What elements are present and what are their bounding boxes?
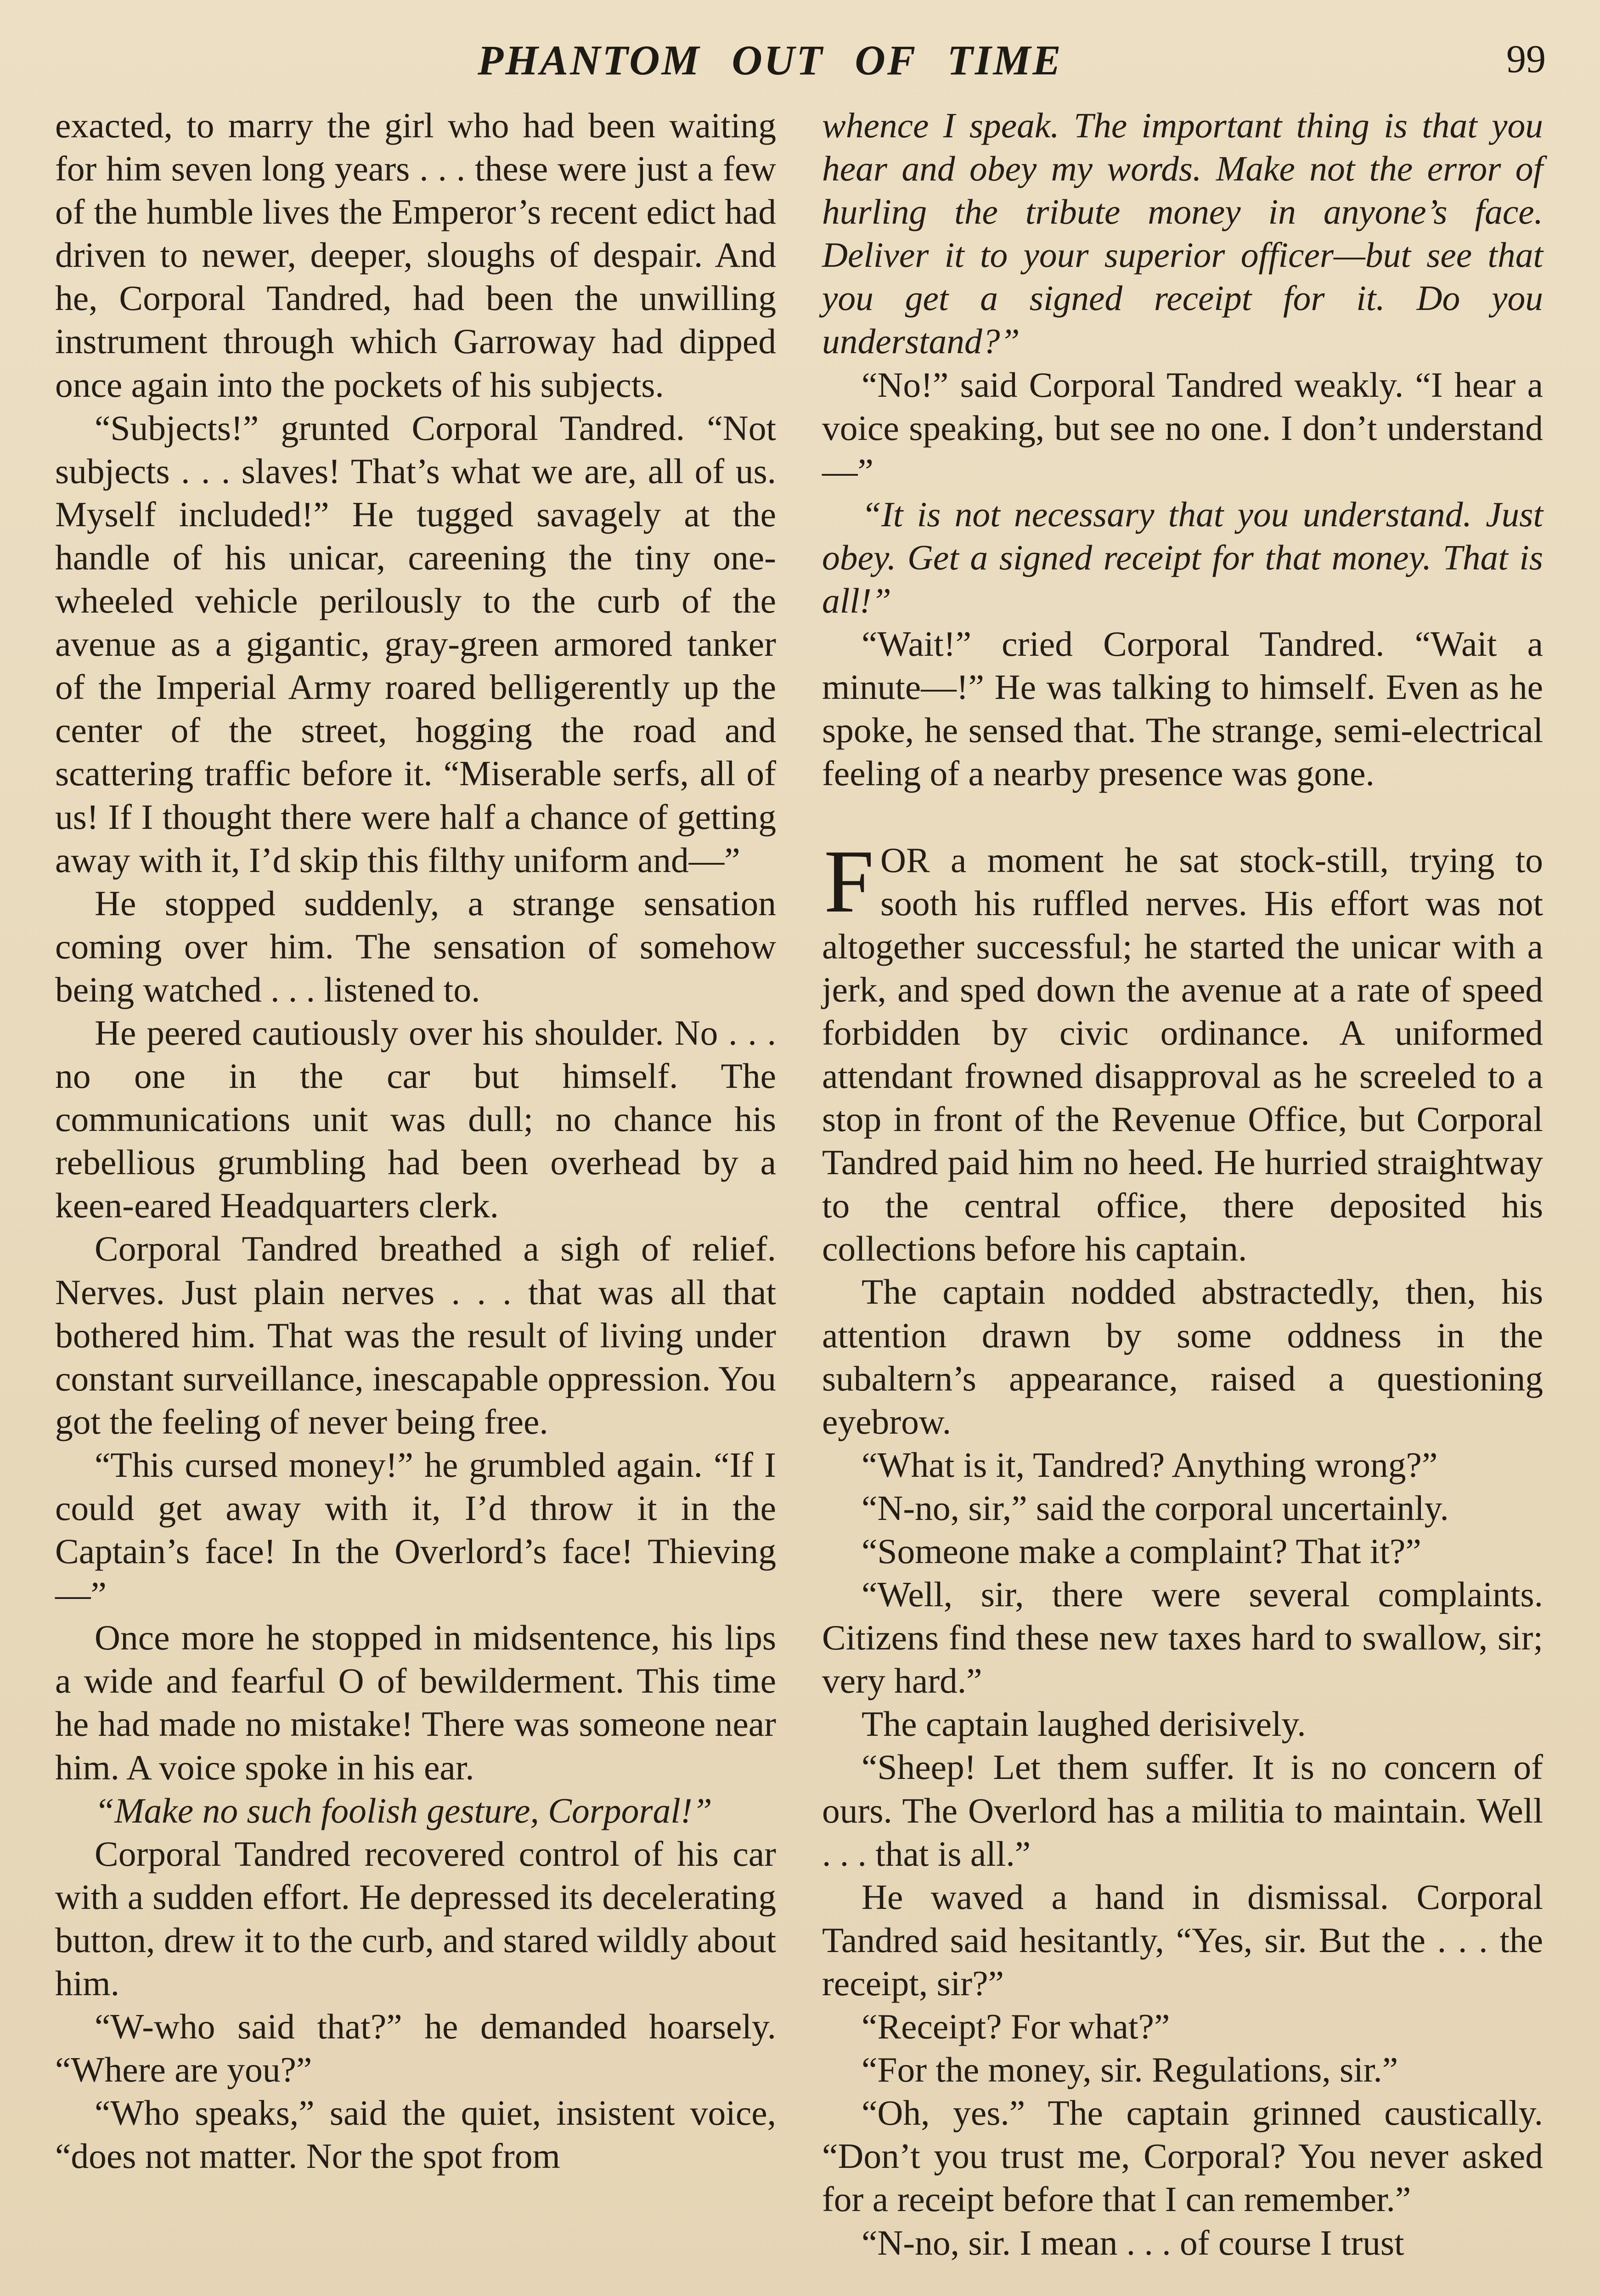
paragraph: “It is not necessary that you understand. Just obey. Get a signed receipt for that money. That is all!”	[822, 494, 1543, 621]
running-title: PHANTOM OUT OF TIME	[478, 37, 1063, 84]
page-header	[0, 36, 1600, 91]
paragraph: “Sheep! Let them suffer. It is no concern of ours. The Overlord has a militia to maintain. Well . . . that is all.”	[822, 1747, 1543, 1874]
paragraph: “W-who said that?” he demanded hoarsely. “Where are you?”	[55, 2007, 776, 2090]
paragraph: He waved a hand in dismissal. Corporal Tandred said hesitantly, “Yes, sir. But the . . . the receipt, sir?”	[822, 1877, 1543, 2003]
section-opening-text: OR a moment he sat stock-still, trying to sooth his ruffled nerves. His effort was not altogether successful; he started the unicar with a jerk, and sped down the avenue at a rate of speed forbidden by civic ordinance. A uniformed attendant frowned disapproval as he screeled to a stop in front of the Revenue Office, but Corporal Tandred paid him no heed. He hurried straightway to the central office, there deposited his collections before his captain.	[822, 840, 1543, 1269]
paragraph: “N-no, sir. I mean . . . of course I trust	[862, 2223, 1404, 2262]
left-column	[55, 104, 776, 2178]
paragraph: “Make no such foolish gesture, Corporal!”	[95, 1790, 712, 1830]
paragraph: “This cursed money!” he grumbled again. “If I could get away with it, I’d throw it in the Captain’s face! In the Overlord’s face! Thieving—”	[55, 1445, 776, 1615]
paragraph: whence I speak. The important thing is that you hear and obey my words. Make not the error of hurling the tribute money in anyone’s face. Deliver it to your superior officer—but see that you get a signed receipt for it. Do you understand?”	[822, 106, 1543, 361]
paragraph: The captain nodded abstractedly, then, his attention drawn by some oddness in the subaltern’s appearance, raised a questioning eyebrow.	[822, 1272, 1543, 1441]
paragraph: Once more he stopped in midsentence, his lips a wide and fearful O of bewilderment. This time he had made no mistake! There was someone near him. A voice spoke in his ear.	[55, 1618, 776, 1787]
section-opening-paragraph	[822, 831, 1543, 1271]
paragraph: “Subjects!” grunted Corporal Tandred. “Not subjects . . . slaves! That’s what we are, all of us. Myself included!” He tugged savagely at the handle of his unicar, careening the tiny one-wheeled vehicle perilously to the curb of the avenue as a gigantic, gray-green armored tanker of the Imperial Army roared belligerently up the center of the street, hogging the road and scattering traffic before it. “Miserable serfs, all of us! If I thought there were half a chance of getting away with it, I’d skip this filthy uniform and—”	[55, 408, 776, 880]
paragraph: “Wait!” cried Corporal Tandred. “Wait a minute—!” He was talking to himself. Even as he spoke, he sensed that. The strange, semi-electrical feeling of a nearby presence was gone.	[822, 624, 1543, 793]
paragraph: “What is it, Tandred? Anything wrong?”	[862, 1445, 1438, 1485]
paragraph: “No!” said Corporal Tandred weakly. “I hear a voice speaking, but see no one. I don’t understand—”	[822, 365, 1543, 491]
right-column	[822, 104, 1543, 2264]
drop-cap: F	[824, 831, 874, 931]
paragraph: “Well, sir, there were several complaints. Citizens find these new taxes hard to swallow, sir; very hard.”	[822, 1575, 1543, 1701]
paragraph: “N-no, sir,” said the corporal uncertainly.	[862, 1488, 1449, 1528]
paragraph: exacted, to marry the girl who had been waiting for him seven long years . . . these were just a few of the humble lives the Emperor’s recent edict had driven to newer, deeper, sloughs of despair. And he, Corporal Tandred, had been the unwilling instrument through which Garroway had dipped once again into the pockets of his subjects.	[55, 106, 776, 405]
paragraph: “For the money, sir. Regulations, sir.”	[862, 2050, 1398, 2090]
paragraph: He stopped suddenly, a strange sensation coming over him. The sensation of somehow being watched . . . listened to.	[55, 883, 776, 1009]
paragraph: Corporal Tandred breathed a sigh of relief. Nerves. Just plain nerves . . . that was all that bothered him. That was the result of living under constant surveillance, inescapable oppression. You got the feeling of never being free.	[55, 1229, 776, 1441]
page-number: 99	[1506, 37, 1546, 81]
paragraph: “Who speaks,” said the quiet, insistent voice, “does not matter. Nor the spot from	[55, 2093, 776, 2176]
paragraph: “Receipt? For what?”	[862, 2007, 1170, 2047]
paragraph: The captain laughed derisively.	[862, 1704, 1306, 1744]
paragraph: He peered cautiously over his shoulder. No . . . no one in the car but himself. The communications unit was dull; no chance his rebellious grumbling had been overhead by a keen-eared Headquarters clerk.	[55, 1013, 776, 1226]
paragraph: Corporal Tandred recovered control of his car with a sudden effort. He depressed its decelerating button, drew it to the curb, and stared wildly about him.	[55, 1834, 776, 2003]
section-break	[822, 795, 1543, 838]
paragraph: “Someone make a complaint? That it?”	[862, 1531, 1421, 1571]
paragraph: “Oh, yes.” The captain grinned caustically. “Don’t you trust me, Corporal? You never asked for a receipt before that I can remember.”	[822, 2093, 1543, 2219]
